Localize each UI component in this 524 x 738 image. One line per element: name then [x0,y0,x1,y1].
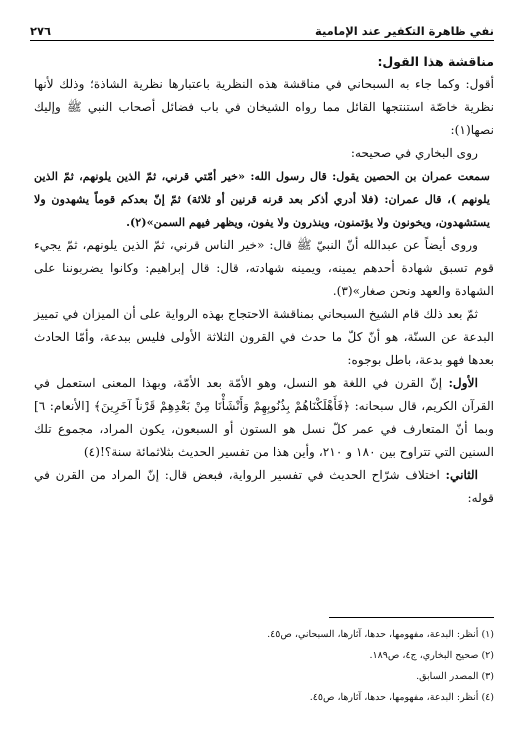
paragraph-second-narration: وروى أيضاً عن عبدالله أنّ النبيّ ﷺ قال: «خير الناس قرني، ثمّ الذين يلونهم، ثمّ يجيء قوم تسبق شهادة أحدهم يمينه، ويمينه شهادته، قال: قال إبراهيم: وكانوا يضربوننا على الشهادة والعهد ونحن صغار»(٣). [34,238,494,298]
footnote-item: (٤) أنظر: البدعة، مفهومها، حدها، آثارها، ص٤٥. [309,692,494,703]
paragraph-bukhari-intro: روى البخاري في صحيحه: [350,146,478,160]
point-first-text: إنّ القرن في اللغة هو النسل، وهو الأمّة بعد الأمّة، وبهذا المعنى استعمل في القرآن الكريم، قال سبحانه: ﴿فَأَهْلَكْنَاهُمْ بِذُنُوبِهِمْ وَأَنْشَأْنَا مِنْ بَعْدِهِمْ قَرْناً آخَرِينَ﴾ [الأنعام: ٦] وبما أنّ المتعارف في عمر كلّ نسل هو الستون أو السبعون، يكون المراد، مجموع تلك السنين التي تتراوح بين ١٨٠ و ٢١٠، وأين هذا من تفسير الحديث بثلاثمائة سنة؟!(٤) [34,376,494,459]
paragraph-intro: أقول: وكما جاء به السبحاني في مناقشة هذه النظرية باعتبارها نظرية الشاذة؛ وذلك لأنها نظرية خاصّة استنتجها القائل مما رواه الشيخان في باب فضائل أصحاب النبي ﷺ وإليك نصها(١): [34,77,494,137]
running-title: نفي ظاهرة التكفير عند الإمامية [314,24,494,38]
header-divider [30,40,494,41]
footnotes [34,624,494,708]
footnote-item: (٣) المصدر السابق. [416,671,494,682]
section-heading: مناقشة هذا القول: [377,54,494,69]
paragraph-discussion: ثمّ بعد ذلك قام الشيخ السبحاني بمناقشة الاحتجاج بهذه الرواية على أن الميزان في تمييز البدعة عن السنّة، هو أنّ كلّ ما حدث في القرون الثلاثة الأولى فليس ببدعة، وأمّا الحادث بعدها فهو بدعة، باطل بوجوه: [34,307,494,367]
footnote-item: (٢) صحيح البخاري، ج٤، ص١٨٩. [369,650,494,661]
hadith-quote: سمعت عمران بن الحصين يقول: قال رسول الله: «خير أمّتي قرني، ثمّ الذين يلونهم، ثمّ الذين يلونهم )، قال عمران: (فلا أدري أذكر بعد قرنه قرنين أو ثلاثة) ثمّ إنّ بعدكم قوماً يشهدون ولا يستشهدون، ويخونون ولا يؤتمنون، وينذرون ولا يفون، ويظهر فيهم السمن»(٢). [34,169,490,229]
footnote-divider [329,617,494,618]
main-text [34,50,494,510]
point-first-lead: الأول: [448,376,479,390]
point-second-text: اختلاف شرّاح الحديث في تفسير الرواية، فبعض قال: إنّ المراد من القرن في قوله: [34,468,494,505]
page-number: ٢٧٦ [30,24,52,38]
page-header [30,16,494,38]
point-second-lead: الثاني: [445,468,478,482]
footnote-item: (١) أنظر: البدعة، مفهومها، حدها، آثارها، السبحاني، ص٤٥. [267,629,494,640]
point-second [34,464,494,510]
point-first [34,372,494,464]
